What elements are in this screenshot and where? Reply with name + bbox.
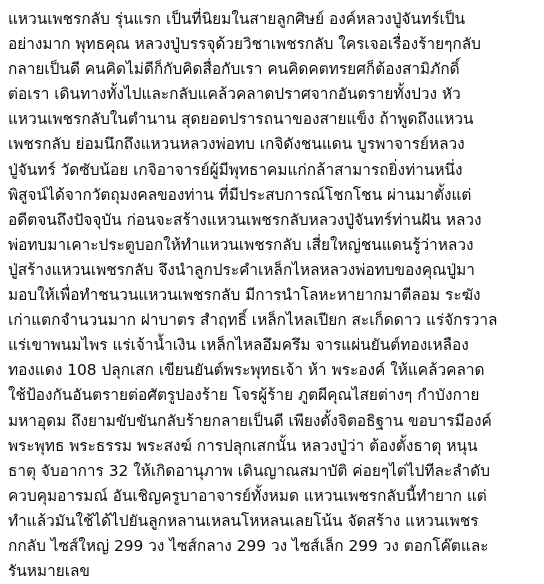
post-text-line: พระพุทธ พระธรรม พระสงฆ์ การปลุกเสกนั้น หลวงปู่ว่า ต้องตั้งธาตุ หนุน bbox=[8, 436, 478, 455]
post-text-line: แหวนเพชรกลับในตำนาน สุดยอดปรารถนาของสายแข็ง ถ้าพูดถึงแหวน bbox=[8, 110, 474, 129]
post-text-line: กลายเป็นดี คนคิดไม่ดีก็กับคิดสื่อกับเรา คนคิดคตทรยศก็ต้องสามิภักดิ์ bbox=[8, 60, 460, 79]
post-text-line: พิสูจน์ได้จากวัตถุมงคลของท่าน ที่มีประสบการณ์โชกโชน ผ่านมาตั้งแต่ bbox=[8, 185, 472, 204]
post-text-line: ควบคุมอารมณ์ อันเชิญครูบาอาจารย์ทั้งหมด แหวนเพชรกลับนี้ทำยาก แต่ bbox=[8, 486, 487, 505]
post-text-line: แร่เขาพนมไพร แร่เจ้าน้ำเงิน เหล็กไหลอึมครึม จารแผ่นยันต์ทองเหลือง bbox=[8, 336, 469, 355]
post-text-line: ต่อเรา เดินทางทั้งไปและกลับแคล้วคลาดปราศจากอันตรายทั้งปวง หัว bbox=[8, 85, 461, 104]
post-text-line: เก่าแตกจำนวนมาก ฝาบาตร สำฤทธิ์ เหล็กไหลเปียก สะเก็ดดาว แร่จักรวาล bbox=[8, 311, 498, 330]
post-text-line: อดีตจนถึงปัจจุบัน ก่อนจะสร้างแหวนเพชรกลับหลวงปู่จันทร์ท่านฝัน หลวง bbox=[8, 210, 482, 229]
post-text-line: ใช้ป้องกันอันตรายต่อศัตรูปองร้าย โจรผู้ร้าย ภูตผีคุณไสยต่างๆ กำบังกาย bbox=[8, 386, 480, 405]
post-text-line: มอบให้เพื่อทำชนวนแหวนเพชรกลับ มีการนำโลหะหายากมาตีลอม ระฆัง bbox=[8, 286, 481, 305]
post-text-line: ธาตุ จับอาการ 32 ให้เกิดอานุภาพ เดินญาณสมาบัติ ค่อยๆไต่ไปทีละลำดับ bbox=[8, 461, 491, 480]
post-text-line: ทองแดง 108 ปลุกเสก เขียนยันต์พระพุทธเจ้า ห้า พระองค์ ให้แคล้วคลาด bbox=[8, 361, 485, 380]
post-text-line: ปู่จันทร์ วัดซับน้อย เกจิอาจารย์ผู้มีพุทธาคมแก่กล้าสามารถยิ่งท่านหนึ่ง bbox=[8, 160, 463, 179]
post-text-line: รันหมายเลข bbox=[8, 562, 90, 581]
post-text-line: ทำแล้วมันใช้ได้ไปยันลูกหลานเหลนโหหลนเลยโน้น จัดสร้าง แหวนเพชร bbox=[8, 511, 479, 530]
post-text-line: อย่างมาก พุทธคุณ หลวงปู่บรรจุด้วยวิชาเพชรกลับ ใครเจอเรื่องร้ายๆกลับ bbox=[8, 35, 481, 54]
post-text-line: พ่อทบมาเคาะประตูบอกให้ทำแหวนเพชรกลับ เสี่ยใหญ่ชนแดนรู้ว่าหลวง bbox=[8, 235, 474, 254]
post-text-line: กกลับ ไซส์ใหญ่ 299 วง ไซส์กลาง 299 วง ไซส์เล็ก 299 วง ตอกโค๊ตและ bbox=[8, 536, 489, 555]
post-text-line: มหาอุดม ถึงยามขับขันกลับร้ายกลายเป็นดี เพียงตั้งจิตอธิฐาน ขอบารมีองค์ bbox=[8, 411, 492, 430]
post-text-line: แหวนเพชรกลับ รุ่นแรก เป็นที่นิยมในสายลูกศิษย์ องค์หลวงปู่จันทร์เป็น bbox=[8, 10, 466, 28]
post-text-line: เพชรกลับ ย่อมนึกถึงแหวนหลวงพ่อทบ เกจิดังชนแดน บูรพาจารย์หลวง bbox=[8, 135, 465, 154]
post-body bbox=[8, 7, 540, 584]
post-text-line: ปู่สร้างแหวนเพชรกลับ จึงนำลูกประคำเหล็กไหลหลวงพ่อทบของคุณปู่มา bbox=[8, 260, 475, 279]
